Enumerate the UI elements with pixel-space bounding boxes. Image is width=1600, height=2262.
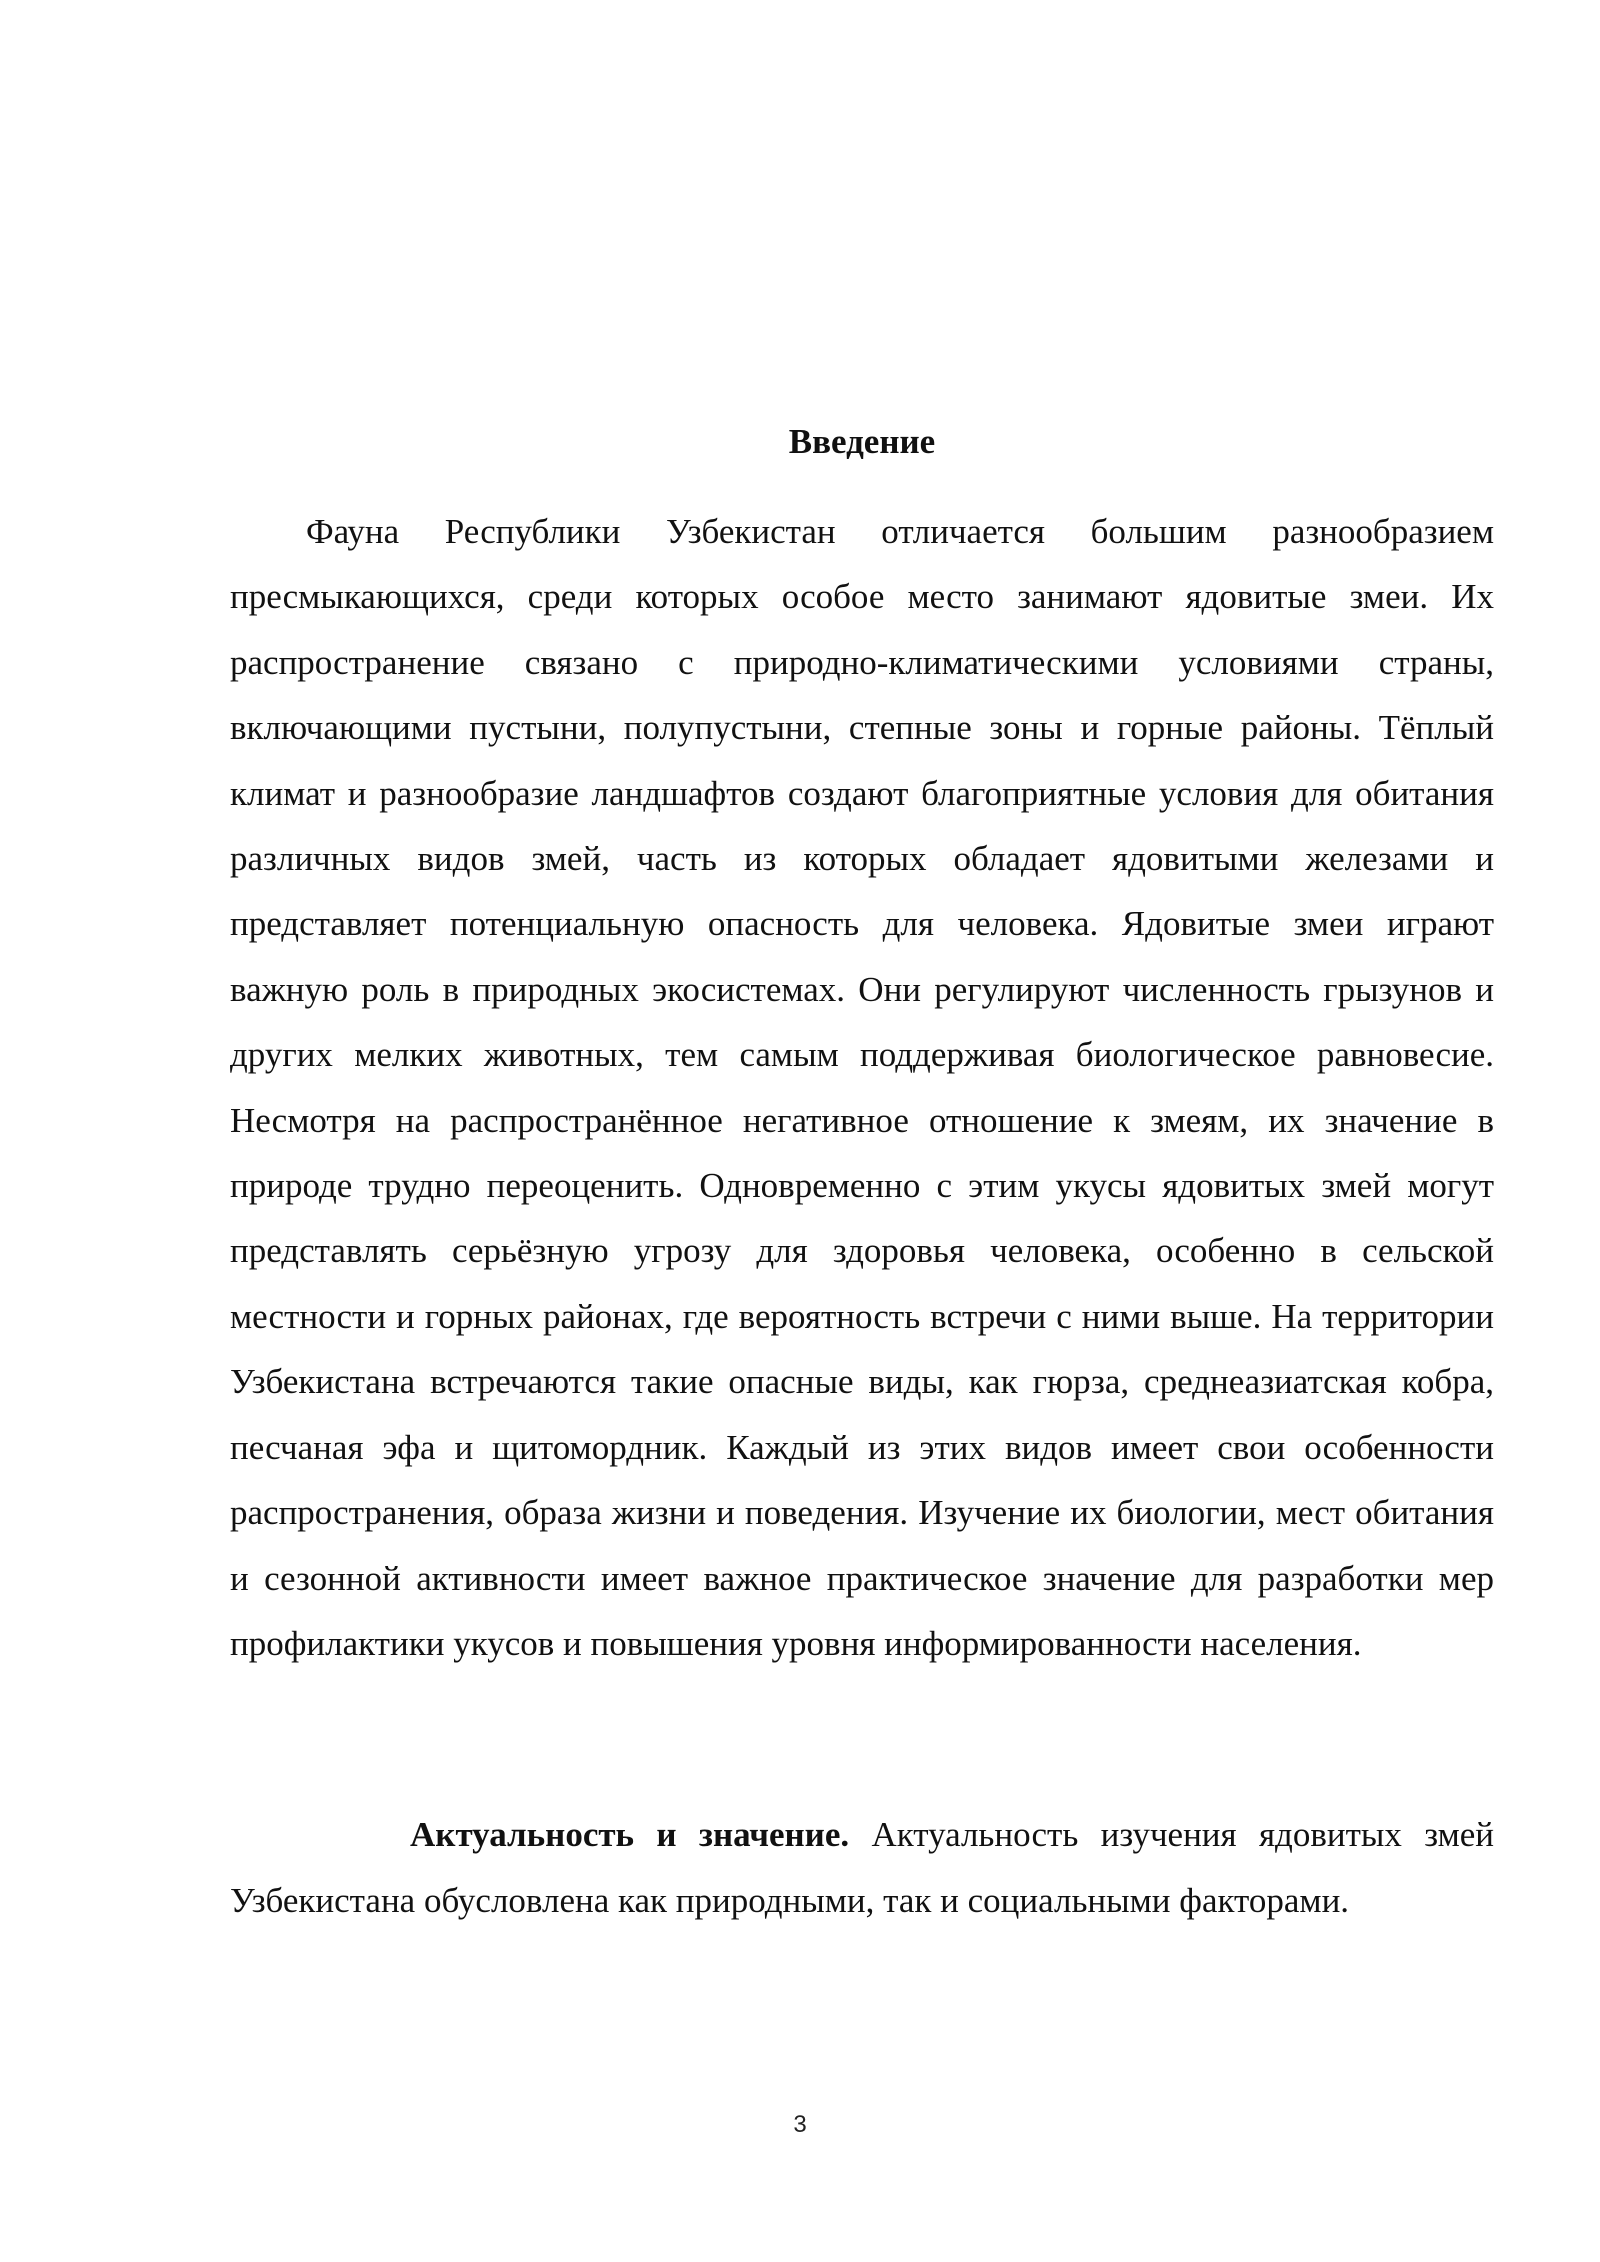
relevance-paragraph [230,1802,1494,1933]
page-content [230,412,1494,1933]
relevance-text: Актуальность изучения ядовитых змей Узбекистана обусловлена как природными, так и социальными факторами. [230,1815,1495,1920]
intro-paragraph: Фауна Республики Узбекистан отличается большим разнообразием пресмыкающихся, среди которых особое место занимают ядовитые змеи. Их распространение связано с природно-климатическими условиями страны, включающими пустыни, полупустыни, степные зоны и горные районы. Тёплый климат и разнообразие ландшафтов создают благоприятные условия для обитания различных видов змей, часть из которых обладает ядовитыми железами и представляет потенциальную опасность для человека. Ядовитые змеи играют важную роль в природных экосистемах. Они регулируют численность грызунов и других мелких животных, тем самым поддерживая биологическое равновесие. Несмотря на распространённое негативное отношение к змеям, их значение в природе трудно переоценить. Одновременно с этим укусы ядовитых змей могут представлять серьёзную угрозу для здоровья человека, особенно в сельской местности и горных районах, где вероятность встречи с ними выше. На территории Узбекистана встречаются такие опасные виды, как гюрза, среднеазиатская кобра, песчаная эфа и щитомордник. Каждый из этих видов имеет свои особенности распространения, образа жизни и поведения. Изучение их биологии, мест обитания и сезонной активности имеет важное практическое значение для разработки мер профилактики укусов и повышения уровня информированности населения. [230,512,1494,1663]
section-heading: Введение [788,422,936,461]
relevance-lead: Актуальность и значение. [410,1815,850,1855]
page-number: 3 [793,2111,807,2138]
